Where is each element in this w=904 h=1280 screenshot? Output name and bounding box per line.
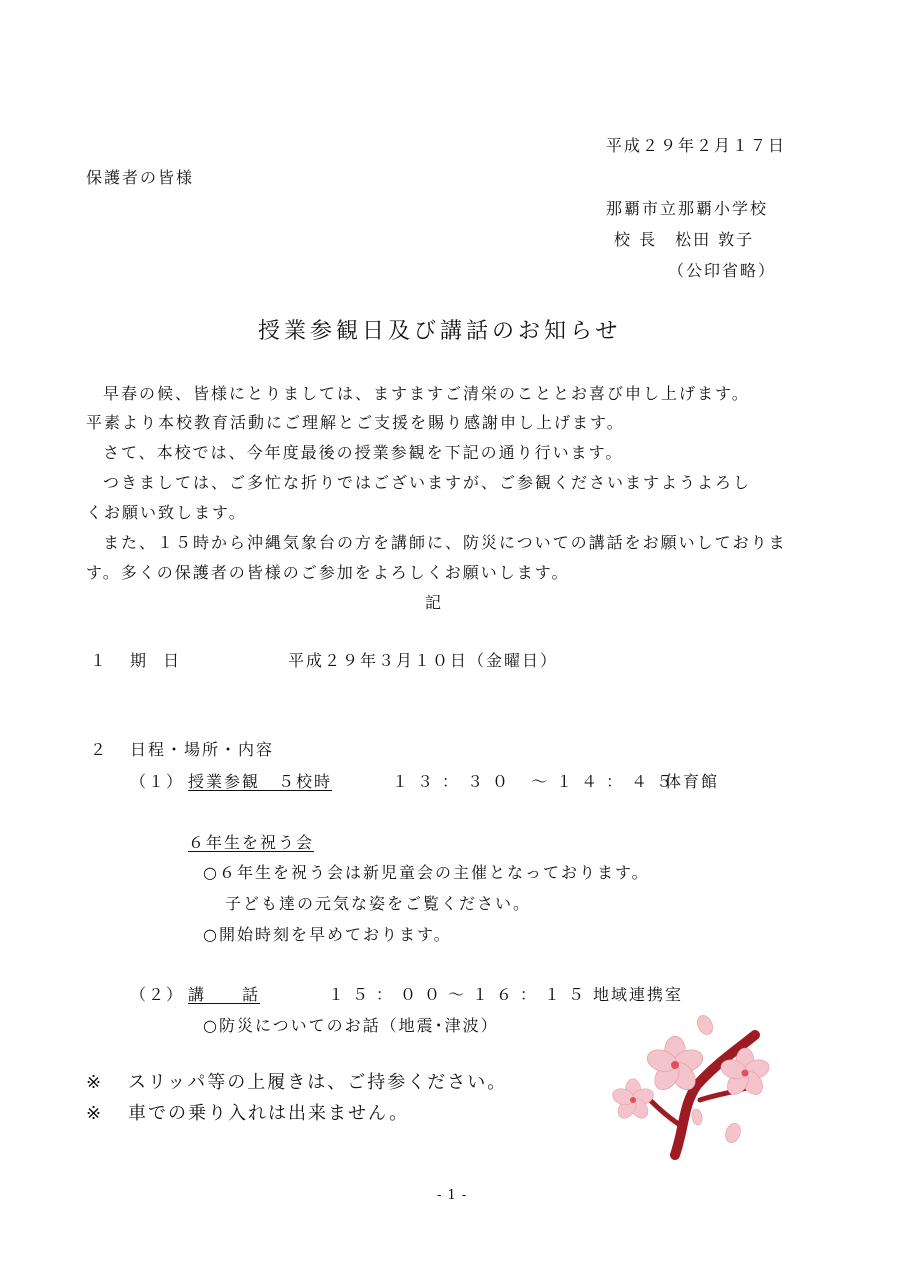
item1-number: １ [90,651,109,670]
remark-text: 車での乗り入れは出来ません。 [128,1103,410,1124]
sub1-place: 体育館 [665,772,720,791]
falling-petal [694,1013,715,1037]
remark-text: スリッパ等の上履きは、ご持参ください。 [128,1072,508,1093]
seal-note: （公印省略） [668,261,777,280]
sub2-time: １５：００～１６：１５ [328,985,593,1004]
falling-petal [723,1121,743,1145]
sub2-place: 地域連携室 [593,985,684,1004]
sub1-number: （１） [130,772,185,791]
body-line: す。多くの保護者の皆様のご参加をよろしくお願いします。 [86,563,570,582]
sub2-number: （２） [130,985,185,1004]
event-note: ○開始時刻を早めております。 [203,925,452,944]
event-name: ６年生を祝う会 [188,833,315,852]
body-line: また、１５時から沖縄気象台の方を講師に、防災についての講話をお願いしておりま [103,533,787,552]
ki-heading: 記 [425,593,444,612]
school-name: 那覇市立那覇小学校 [606,199,769,218]
item2-label: 日程・場所・内容 [130,740,275,759]
item1-value: 平成２９年３月１０日（金曜日） [288,651,559,670]
cherry-blossom-illustration [605,1005,785,1165]
item1-label: 期 日 [130,651,186,670]
principal-name: 校 長 松田 敦子 [614,230,755,249]
body-line: つきましては、ご多忙な折りではございますが、ご参観くださいますようよろし [103,473,752,492]
body-line: 早春の候、皆様にとりましては、ますますご清栄のこととお喜び申し上げます。 [103,384,750,403]
item2-number: ２ [90,740,109,759]
remark-mark: ※ [86,1103,104,1124]
lecture-note: ○防災についてのお話（地震･津波） [203,1016,499,1035]
remark-mark: ※ [86,1072,104,1093]
sub2-name: 講 話 [188,985,261,1004]
body-line: さて、本校では、今年度最後の授業参観を下記の通り行います。 [103,443,624,462]
event-note: 子ども達の元気な姿をご覧ください。 [225,894,532,913]
body-line: 平素より本校教育活動にご理解とご支援を賜り感謝申し上げます。 [86,413,625,432]
sub1-time: １３：３０ ～１４：４５ [392,772,682,791]
page-number: - 1 - [437,1188,468,1203]
document-title: 授業参観日及び講話のお知らせ [258,319,622,344]
recipient: 保護者の皆様 [86,168,195,187]
falling-petal [691,1108,704,1125]
date: 平成２９年２月１７日 [606,136,787,155]
body-line: くお願い致します。 [86,503,247,522]
sub1-name: 授業参観 ５校時 [188,772,333,791]
event-note: ○６年生を祝う会は新児童会の主催となっております。 [203,863,650,882]
